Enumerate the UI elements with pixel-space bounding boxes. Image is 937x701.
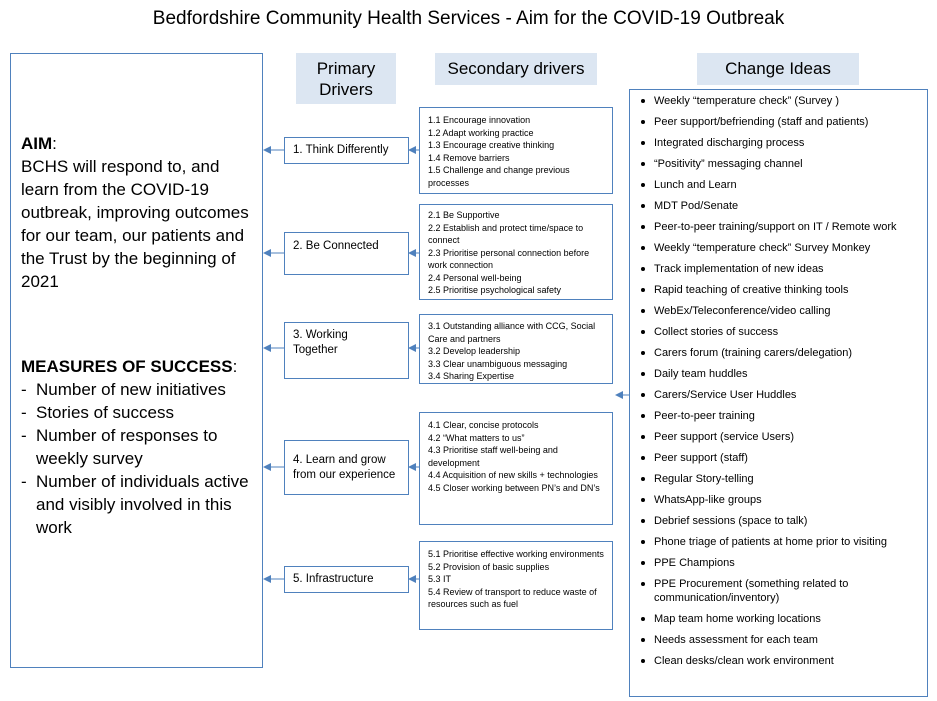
secondary-drivers-header-label: Secondary drivers (447, 59, 585, 78)
change-idea-item: PPE Procurement (something related to communication/inventory) (654, 577, 923, 605)
primary-driver-2 (284, 232, 409, 275)
change-idea-item: Carers forum (training carers/delegation) (654, 346, 923, 360)
primary-driver-4 (284, 440, 409, 495)
primary-driver-label: 4. Learn and grow from our experience (293, 453, 396, 481)
secondary-drivers-4 (419, 412, 613, 525)
change-ideas-list (654, 94, 923, 668)
secondary-driver-item: 4.1 Clear, concise protocols (428, 420, 539, 430)
secondary-driver-item: 2.1 Be Supportive (428, 210, 500, 220)
change-idea-item: Peer support/befriending (staff and patients) (654, 115, 923, 129)
secondary-driver-item: 1.1 Encourage innovation (428, 115, 531, 125)
secondary-driver-item: 2.4 Personal well-being (428, 272, 522, 283)
change-idea-item: Rapid teaching of creative thinking tools (654, 283, 923, 297)
secondary-drivers-1 (419, 107, 613, 194)
primary-drivers-header-label: Primary Drivers (316, 58, 376, 99)
change-ideas-box (629, 89, 928, 697)
secondary-driver-item: 4.5 Closer working between PN’s and DN’s (428, 482, 600, 493)
change-idea-item: Lunch and Learn (654, 178, 923, 192)
change-idea-item: Peer-to-peer training/support on IT / Remote work (654, 220, 923, 234)
primary-driver-label: 5. Infrastructure (293, 573, 374, 585)
measure-item: - Number of new initiatives (21, 378, 256, 401)
change-idea-item: Weekly “temperature check” Survey Monkey (654, 241, 923, 255)
change-idea-item: PPE Champions (654, 556, 923, 570)
measure-item: - Number of individuals active and visibly involved in this work (21, 470, 256, 539)
measures-label: MEASURES OF SUCCESS (21, 357, 233, 376)
secondary-driver-item: 1.2 Adapt working practice (428, 127, 534, 138)
secondary-driver-item: 5.2 Provision of basic supplies (428, 561, 550, 572)
page-title: Bedfordshire Community Health Services - Aim for the COVID-19 Outbreak (152, 8, 785, 29)
change-idea-item: Needs assessment for each team (654, 633, 923, 647)
change-idea-item: Peer-to-peer training (654, 409, 923, 423)
aim-box: AIM: BCHS will respond to, and learn from the COVID-19 outbreak, improving outcomes for our team, our patients and the Trust by the beginning of 2021 MEASURES OF SUCCESS: - Number of new initiatives - Stories of success - Number of responses to weekly survey - Number of individuals active and visibly involved in this work (10, 53, 263, 668)
secondary-driver-item: 5.3 IT (428, 574, 452, 584)
secondary-driver-item: 1.4 Remove barriers (428, 152, 510, 163)
secondary-driver-item: 3.3 Clear unambiguous messaging (428, 358, 568, 369)
primary-driver-3 (284, 322, 409, 379)
secondary-drivers-2 (419, 204, 613, 300)
change-idea-item: Weekly “temperature check” (Survey ) (654, 94, 923, 108)
measure-item: - Stories of success (21, 401, 256, 424)
change-idea-item: Clean desks/clean work environment (654, 654, 923, 668)
change-idea-item: Peer support (service Users) (654, 430, 923, 444)
primary-driver-5 (284, 566, 409, 593)
change-idea-item: Debrief sessions (space to talk) (654, 514, 923, 528)
secondary-driver-item: 3.2 Develop leadership (428, 346, 521, 356)
secondary-driver-item: 4.3 Prioritise staff well-being and development (428, 445, 558, 468)
secondary-driver-item: 3.1 Outstanding alliance with CCG, Social Care and partners (428, 321, 596, 344)
change-idea-item: MDT Pod/Senate (654, 199, 923, 213)
change-ideas-header-label: Change Ideas (725, 59, 831, 78)
secondary-driver-item: 1.5 Challenge and change previous processes (428, 165, 570, 188)
secondary-drivers-3 (419, 314, 613, 384)
change-idea-item: Carers/Service User Huddles (654, 388, 923, 402)
primary-driver-label: 2. Be Connected (293, 240, 379, 252)
change-idea-item: Peer support (staff) (654, 451, 923, 465)
secondary-driver-item: 2.5 Prioritise psychological safety (428, 285, 562, 295)
secondary-driver-item: 5.4 Review of transport to reduce waste of resources such as fuel (428, 586, 597, 609)
secondary-driver-item: 4.2 “What matters to us” (428, 432, 525, 443)
secondary-drivers-5 (419, 541, 613, 630)
change-idea-item: Map team home working locations (654, 612, 923, 626)
primary-driver-1 (284, 137, 409, 164)
change-idea-item: Phone triage of patients at home prior to visiting (654, 535, 923, 549)
measure-item: - Number of responses to weekly survey (21, 424, 256, 470)
aim-label: AIM (21, 134, 53, 153)
secondary-driver-item: 3.4 Sharing Expertise (428, 371, 515, 381)
change-idea-item: “Positivity” messaging channel (654, 157, 923, 171)
change-idea-item: Integrated discharging process (654, 136, 923, 150)
secondary-driver-item: 2.3 Prioritise personal connection before work connection (428, 247, 590, 270)
secondary-driver-item: 4.4 Acquisition of new skills + technologies (428, 470, 598, 480)
primary-driver-label: 1. Think Differently (293, 144, 389, 156)
secondary-driver-item: 1.3 Encourage creative thinking (428, 140, 555, 150)
change-idea-item: Track implementation of new ideas (654, 262, 923, 276)
secondary-driver-item: 2.2 Establish and protect time/space to connect (428, 222, 584, 245)
change-idea-item: Collect stories of success (654, 325, 923, 339)
change-idea-item: WhatsApp-like groups (654, 493, 923, 507)
secondary-driver-item: 5.1 Prioritise effective working environments (428, 549, 604, 559)
change-idea-item: Daily team huddles (654, 367, 923, 381)
change-idea-item: WebEx/Teleconference/video calling (654, 304, 923, 318)
aim-text: BCHS will respond to, and learn from the COVID-19 outbreak, improving outcomes for our team, our patients and the Trust by the beginning of 2021 (21, 157, 249, 291)
change-idea-item: Regular Story-telling (654, 472, 923, 486)
primary-driver-label: 3. Working Together (293, 329, 348, 356)
